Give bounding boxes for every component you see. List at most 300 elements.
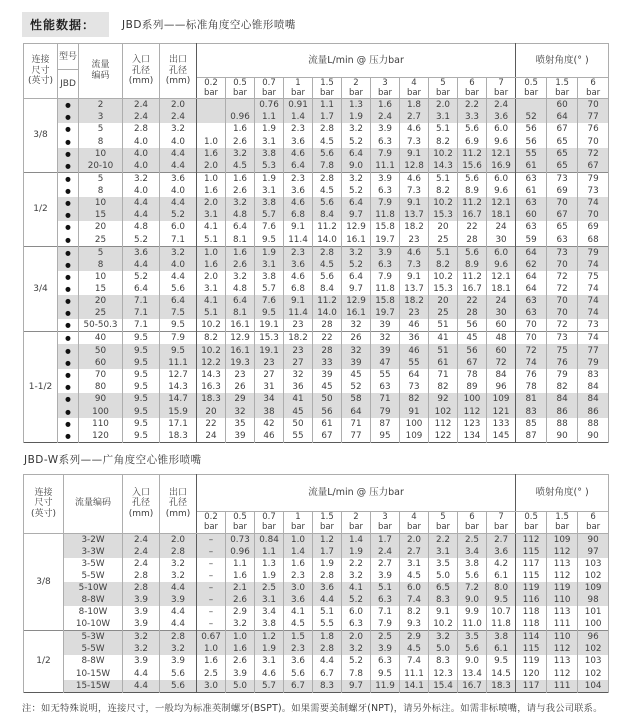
- flow-value: 2.7: [400, 546, 429, 558]
- flow-value: 3.1: [429, 111, 458, 123]
- header-angle-pressure-0.5bar: 0.5 bar: [516, 511, 547, 533]
- model-dot: ●: [58, 246, 79, 259]
- angle-value: 52: [516, 111, 547, 123]
- flow-value: 6.4: [342, 271, 371, 283]
- flow-value: 6.7: [284, 680, 313, 693]
- flow-value: 2.8: [313, 570, 342, 582]
- angle-value: 70: [516, 319, 547, 332]
- flow-code: 5: [79, 172, 123, 185]
- flow-code: 110: [79, 418, 123, 430]
- flow-code: 25: [79, 307, 123, 319]
- table-row: [24, 393, 609, 405]
- flow-value: 14.1: [400, 680, 429, 693]
- flow-value: 10.2: [429, 148, 458, 160]
- angle-value: 69: [547, 185, 578, 197]
- angle-value: 110: [547, 631, 578, 644]
- flow-value: 30: [487, 234, 516, 247]
- flow-value: 5.6: [458, 570, 487, 582]
- flow-value: 19.7: [371, 307, 400, 319]
- header-inlet-diameter: 入口 孔径 (mm): [123, 474, 160, 533]
- outlet-diameter-value: 7.1: [160, 234, 197, 247]
- flow-value: 3.8: [255, 148, 284, 160]
- flow-value: 23: [255, 357, 284, 369]
- flow-value: 1.9: [342, 546, 371, 558]
- flow-value: 7.4: [400, 594, 429, 606]
- flow-value: 46: [400, 344, 429, 356]
- flow-value: 1.6: [226, 246, 255, 259]
- header-flow-group: 流量L/min @ 压力bar: [197, 474, 516, 511]
- flow-value: [226, 99, 255, 112]
- flow-value: 15.8: [371, 221, 400, 233]
- flow-value: 32: [342, 344, 371, 356]
- table-row: [24, 582, 609, 594]
- inlet-diameter-value: 3.6: [123, 246, 160, 259]
- flow-value: 9.5: [255, 307, 284, 319]
- outlet-diameter-value: 4.4: [160, 618, 197, 631]
- flow-code: 5: [79, 246, 123, 259]
- angle-value: 55: [516, 148, 547, 160]
- inlet-diameter-value: 7.1: [123, 319, 160, 332]
- angle-value: 112: [547, 643, 578, 655]
- flow-value: 20: [429, 295, 458, 307]
- header-pressure-4bar: 4 bar: [400, 511, 429, 533]
- angle-value: 102: [578, 570, 609, 582]
- flow-code: 3: [79, 111, 123, 123]
- flow-value: 16.1: [226, 319, 255, 332]
- inlet-diameter-value: 3.2: [123, 631, 160, 644]
- flow-value: 1.9: [313, 558, 342, 570]
- model-dot: ●: [58, 123, 79, 135]
- flow-value: 11.8: [371, 209, 400, 221]
- flow-value: 22: [458, 221, 487, 233]
- model-dot: ●: [58, 418, 79, 430]
- flow-value: 3.0: [197, 680, 226, 693]
- flow-value: 121: [487, 405, 516, 417]
- angle-value: 115: [516, 570, 547, 582]
- flow-value: 0.73: [226, 533, 255, 546]
- outlet-diameter-value: 7.5: [160, 307, 197, 319]
- flow-value: 2.8: [313, 246, 342, 259]
- flow-code: 100: [79, 405, 123, 417]
- flow-value: 18.1: [487, 283, 516, 295]
- angle-value: 111: [547, 618, 578, 631]
- flow-value: 5.6: [458, 123, 487, 135]
- outlet-diameter-value: 2.0: [160, 99, 197, 112]
- flow-value: 9.1: [284, 221, 313, 233]
- flow-value: 18.1: [487, 209, 516, 221]
- flow-value: 3.8: [255, 271, 284, 283]
- flow-value: 9.6: [487, 259, 516, 271]
- flow-value: 22: [197, 418, 226, 430]
- model-dot: ●: [58, 307, 79, 319]
- flow-value: –: [197, 618, 226, 631]
- angle-value: 86: [547, 405, 578, 417]
- angle-value: 109: [547, 533, 578, 546]
- flow-value: 14.3: [429, 160, 458, 173]
- flow-value: 84: [487, 369, 516, 381]
- angle-value: 85: [516, 418, 547, 430]
- flow-value: 28: [313, 319, 342, 332]
- model-dot: ●: [58, 160, 79, 173]
- flow-value: 22: [313, 332, 342, 345]
- flow-value: 4.5: [284, 618, 313, 631]
- flow-value: 1.9: [255, 123, 284, 135]
- angle-value: 67: [547, 209, 578, 221]
- flow-value: 22: [458, 295, 487, 307]
- header-pressure-4bar: 4 bar: [400, 78, 429, 99]
- flow-value: 7.9: [371, 197, 400, 209]
- flow-value: 8.3: [429, 594, 458, 606]
- flow-value: 8.2: [429, 135, 458, 147]
- flow-value: 3.6: [487, 111, 516, 123]
- flow-value: 11.4: [284, 307, 313, 319]
- table-row: [24, 418, 609, 430]
- angle-value: 90: [547, 430, 578, 443]
- angle-value: 88: [547, 418, 578, 430]
- flow-value: 102: [429, 405, 458, 417]
- page-header: [22, 13, 609, 35]
- table-row: [24, 533, 609, 546]
- angle-value: 69: [578, 221, 609, 233]
- angle-value: 70: [516, 332, 547, 345]
- flow-value: 6.0: [342, 606, 371, 618]
- flow-value: 64: [400, 369, 429, 381]
- flow-value: 6.9: [458, 135, 487, 147]
- flow-value: 1.7: [371, 533, 400, 546]
- flow-value: 4.5: [313, 185, 342, 197]
- flow-value: 2.9: [400, 631, 429, 644]
- header-pressure-0.7bar: 0.7 bar: [255, 511, 284, 533]
- flow-value: 8.4: [313, 283, 342, 295]
- angle-value: 118: [516, 606, 547, 618]
- flow-code: 5: [79, 123, 123, 135]
- flow-value: 4.1: [284, 606, 313, 618]
- outlet-diameter-value: 5.6: [160, 680, 197, 693]
- flow-code: 10: [79, 148, 123, 160]
- connection-size-label: 3/8: [24, 99, 58, 173]
- flow-value: 26: [226, 381, 255, 393]
- flow-value: 6.4: [342, 197, 371, 209]
- flow-value: 18.3: [487, 680, 516, 693]
- flow-value: 3.9: [371, 123, 400, 135]
- flow-value: 5.1: [429, 123, 458, 135]
- flow-value: 2.5: [255, 582, 284, 594]
- flow-value: 5.3: [255, 160, 284, 173]
- flow-value: 3.6: [487, 546, 516, 558]
- flow-value: 9.9: [458, 606, 487, 618]
- angle-value: 111: [547, 680, 578, 693]
- flow-value: 7.9: [371, 148, 400, 160]
- flow-value: 14.5: [487, 668, 516, 680]
- flow-value: 29: [226, 393, 255, 405]
- flow-value: 7.9: [371, 618, 400, 631]
- flow-value: 8.2: [400, 606, 429, 618]
- angle-value: 83: [578, 369, 609, 381]
- angle-value: 102: [578, 643, 609, 655]
- flow-value: 2.2: [429, 533, 458, 546]
- flow-value: 45: [458, 332, 487, 345]
- angle-value: 117: [516, 680, 547, 693]
- flow-value: 10.2: [429, 618, 458, 631]
- angle-value: 56: [516, 135, 547, 147]
- flow-value: 34: [255, 393, 284, 405]
- flow-value: 11.2: [313, 221, 342, 233]
- flow-value: 5.0: [226, 680, 255, 693]
- flow-value: 46: [400, 319, 429, 332]
- jbdw-performance-table: [23, 474, 609, 693]
- flow-value: –: [197, 594, 226, 606]
- flow-value: 6.3: [371, 185, 400, 197]
- flow-value: 9.1: [400, 148, 429, 160]
- header-pressure-0.7bar: 0.7 bar: [255, 78, 284, 99]
- flow-value: 1.9: [342, 111, 371, 123]
- angle-value: 60: [516, 209, 547, 221]
- flow-value: 3.6: [284, 594, 313, 606]
- flow-value: 3.2: [342, 246, 371, 259]
- flow-value: 15.8: [371, 295, 400, 307]
- flow-value: 82: [400, 393, 429, 405]
- flow-value: 15.6: [458, 160, 487, 173]
- flow-value: 3.8: [458, 558, 487, 570]
- flow-value: 82: [429, 381, 458, 393]
- angle-value: 70: [578, 135, 609, 147]
- flow-value: 5.7: [255, 209, 284, 221]
- model-dot: ●: [58, 259, 79, 271]
- flow-value: 1.6: [226, 123, 255, 135]
- outlet-diameter-value: 3.2: [160, 246, 197, 259]
- model-dot: ●: [58, 357, 79, 369]
- outlet-diameter-value: 3.6: [160, 172, 197, 185]
- flow-value: 9.1: [284, 295, 313, 307]
- flow-value: 3.6: [284, 259, 313, 271]
- flow-value: 2.4: [371, 546, 400, 558]
- angle-value: 63: [516, 295, 547, 307]
- model-dot: ●: [58, 332, 79, 345]
- inlet-diameter-value: 4.0: [123, 185, 160, 197]
- flow-value: 3.2: [226, 148, 255, 160]
- outlet-diameter-value: 2.8: [160, 631, 197, 644]
- flow-value: 2.3: [284, 123, 313, 135]
- angle-value: 72: [547, 271, 578, 283]
- flow-value: 32: [284, 369, 313, 381]
- flow-value: 2.6: [226, 185, 255, 197]
- outlet-diameter-value: 6.4: [160, 295, 197, 307]
- outlet-diameter-value: 4.0: [160, 135, 197, 147]
- inlet-diameter-value: 3.2: [123, 643, 160, 655]
- table-row: [24, 185, 609, 197]
- inlet-diameter-value: 9.5: [123, 332, 160, 345]
- flow-value: 8.9: [458, 259, 487, 271]
- outlet-diameter-value: 9.5: [160, 319, 197, 332]
- flow-value: 145: [487, 430, 516, 443]
- flow-value: 50: [313, 393, 342, 405]
- flow-code: 8: [79, 135, 123, 147]
- flow-value: 6.5: [429, 582, 458, 594]
- flow-value: 79: [371, 405, 400, 417]
- flow-value: 1.2: [255, 631, 284, 644]
- angle-value: 74: [578, 332, 609, 345]
- flow-code: 40: [79, 332, 123, 345]
- header-connection-size: 连接 尺寸 (英寸): [24, 44, 58, 99]
- flow-code: 8: [79, 185, 123, 197]
- angle-value: 76: [578, 123, 609, 135]
- model-dot: ●: [58, 209, 79, 221]
- model-dot: ●: [58, 344, 79, 356]
- angle-value: 116: [516, 594, 547, 606]
- flow-value: 25: [429, 234, 458, 247]
- inlet-diameter-value: 4.4: [123, 668, 160, 680]
- table-row: [24, 271, 609, 283]
- flow-value: 3.0: [284, 582, 313, 594]
- flow-value: 1.0: [226, 631, 255, 644]
- inlet-diameter-value: 9.5: [123, 430, 160, 443]
- outlet-diameter-value: 14.3: [160, 381, 197, 393]
- angle-value: 68: [578, 234, 609, 247]
- table-row: [24, 319, 609, 332]
- angle-value: 64: [547, 111, 578, 123]
- flow-value: 6.3: [371, 135, 400, 147]
- inlet-diameter-value: 9.5: [123, 405, 160, 417]
- flow-value: 4.5: [400, 643, 429, 655]
- inlet-diameter-value: 4.4: [123, 680, 160, 693]
- table-row: [24, 295, 609, 307]
- flow-value: 9.5: [371, 668, 400, 680]
- angle-value: 102: [578, 668, 609, 680]
- flow-value: 5.6: [458, 246, 487, 259]
- angle-value: 81: [516, 393, 547, 405]
- flow-value: 28: [458, 234, 487, 247]
- flow-value: 9.5: [255, 234, 284, 247]
- flow-value: 20: [429, 221, 458, 233]
- angle-value: 119: [516, 582, 547, 594]
- angle-value: 74: [578, 283, 609, 295]
- flow-value: 9.7: [342, 283, 371, 295]
- inlet-diameter-value: 6.4: [123, 283, 160, 295]
- flow-value: 4.5: [313, 135, 342, 147]
- inlet-diameter-value: 9.5: [123, 369, 160, 381]
- flow-value: 5.6: [284, 668, 313, 680]
- flow-value: 2.9: [226, 606, 255, 618]
- model-dot: ●: [58, 172, 79, 185]
- flow-value: 4.1: [197, 295, 226, 307]
- flow-code: 8-8W: [64, 655, 123, 667]
- inlet-diameter-value: 2.4: [123, 99, 160, 112]
- flow-value: 1.0: [197, 135, 226, 147]
- flow-value: 5.1: [197, 307, 226, 319]
- flow-value: 12.9: [342, 221, 371, 233]
- flow-value: 24: [487, 295, 516, 307]
- flow-value: 73: [400, 381, 429, 393]
- angle-value: 75: [578, 271, 609, 283]
- angle-value: 77: [578, 111, 609, 123]
- header-pressure-7bar: 7 bar: [487, 511, 516, 533]
- flow-value: 87: [371, 418, 400, 430]
- outlet-diameter-value: 5.6: [160, 283, 197, 295]
- inlet-diameter-value: 2.8: [123, 582, 160, 594]
- table2-caption: JBD-W系列——广角度空心锥形喷嘴: [24, 453, 202, 466]
- flow-value: 18.2: [284, 332, 313, 345]
- flow-value: 39: [313, 369, 342, 381]
- outlet-diameter-value: 3.2: [160, 123, 197, 135]
- flow-value: 48: [487, 332, 516, 345]
- angle-value: 72: [547, 283, 578, 295]
- flow-value: 3.2: [226, 271, 255, 283]
- flow-value: 51: [429, 344, 458, 356]
- inlet-diameter-value: 9.5: [123, 393, 160, 405]
- flow-value: 0.96: [226, 546, 255, 558]
- flow-value: 11.9: [371, 680, 400, 693]
- inlet-diameter-value: 2.4: [123, 533, 160, 546]
- flow-value: 11.1: [371, 160, 400, 173]
- flow-value: 6.3: [371, 259, 400, 271]
- flow-value: 19.1: [255, 344, 284, 356]
- flow-value: 2.8: [313, 172, 342, 185]
- inlet-diameter-value: 2.4: [123, 558, 160, 570]
- outlet-diameter-value: 4.0: [160, 259, 197, 271]
- outlet-diameter-value: 3.9: [160, 594, 197, 606]
- angle-value: [516, 99, 547, 112]
- flow-value: 3.4: [458, 546, 487, 558]
- flow-value: 1.0: [197, 246, 226, 259]
- flow-value: 18.3: [197, 393, 226, 405]
- header-pressure-3bar: 3 bar: [371, 511, 400, 533]
- flow-code: 20: [79, 221, 123, 233]
- inlet-diameter-value: 3.9: [123, 594, 160, 606]
- flow-value: 2.1: [226, 582, 255, 594]
- flow-value: 45: [313, 381, 342, 393]
- flow-value: 3.2: [429, 631, 458, 644]
- header-flow-code: 流量 编码: [79, 44, 123, 99]
- angle-value: 74: [578, 259, 609, 271]
- flow-value: 56: [458, 344, 487, 356]
- flow-value: 5.6: [313, 271, 342, 283]
- flow-value: 1.9: [255, 643, 284, 655]
- header-pressure-0.5bar: 0.5 bar: [226, 511, 255, 533]
- table-row: [24, 246, 609, 259]
- flow-value: 23: [284, 319, 313, 332]
- flow-value: 1.3: [342, 99, 371, 112]
- flow-code: 60: [79, 357, 123, 369]
- angle-value: 87: [516, 430, 547, 443]
- flow-value: 9.3: [400, 618, 429, 631]
- flow-value: 27: [284, 357, 313, 369]
- flow-value: 2.7: [371, 558, 400, 570]
- table-row: [24, 668, 609, 680]
- outlet-diameter-value: 3.2: [160, 558, 197, 570]
- flow-value: 1.1: [255, 546, 284, 558]
- flow-value: 28: [313, 344, 342, 356]
- inlet-diameter-value: 9.5: [123, 381, 160, 393]
- flow-value: 11.1: [400, 668, 429, 680]
- outlet-diameter-value: 6.0: [160, 221, 197, 233]
- flow-value: 3.1: [255, 594, 284, 606]
- flow-value: 2.0: [197, 160, 226, 173]
- flow-code: 8-8W: [64, 594, 123, 606]
- inlet-diameter-value: 2.8: [123, 123, 160, 135]
- flow-value: 13.4: [458, 668, 487, 680]
- table-row: [24, 234, 609, 247]
- flow-value: 32: [342, 319, 371, 332]
- angle-value: 103: [578, 558, 609, 570]
- flow-value: 12.9: [342, 295, 371, 307]
- flow-value: 1.8: [400, 99, 429, 112]
- angle-value: 64: [516, 271, 547, 283]
- flow-value: 109: [400, 430, 429, 443]
- flow-value: 6.0: [400, 582, 429, 594]
- flow-value: 1.3: [255, 558, 284, 570]
- flow-value: 7.9: [371, 271, 400, 283]
- flow-value: 3.6: [284, 185, 313, 197]
